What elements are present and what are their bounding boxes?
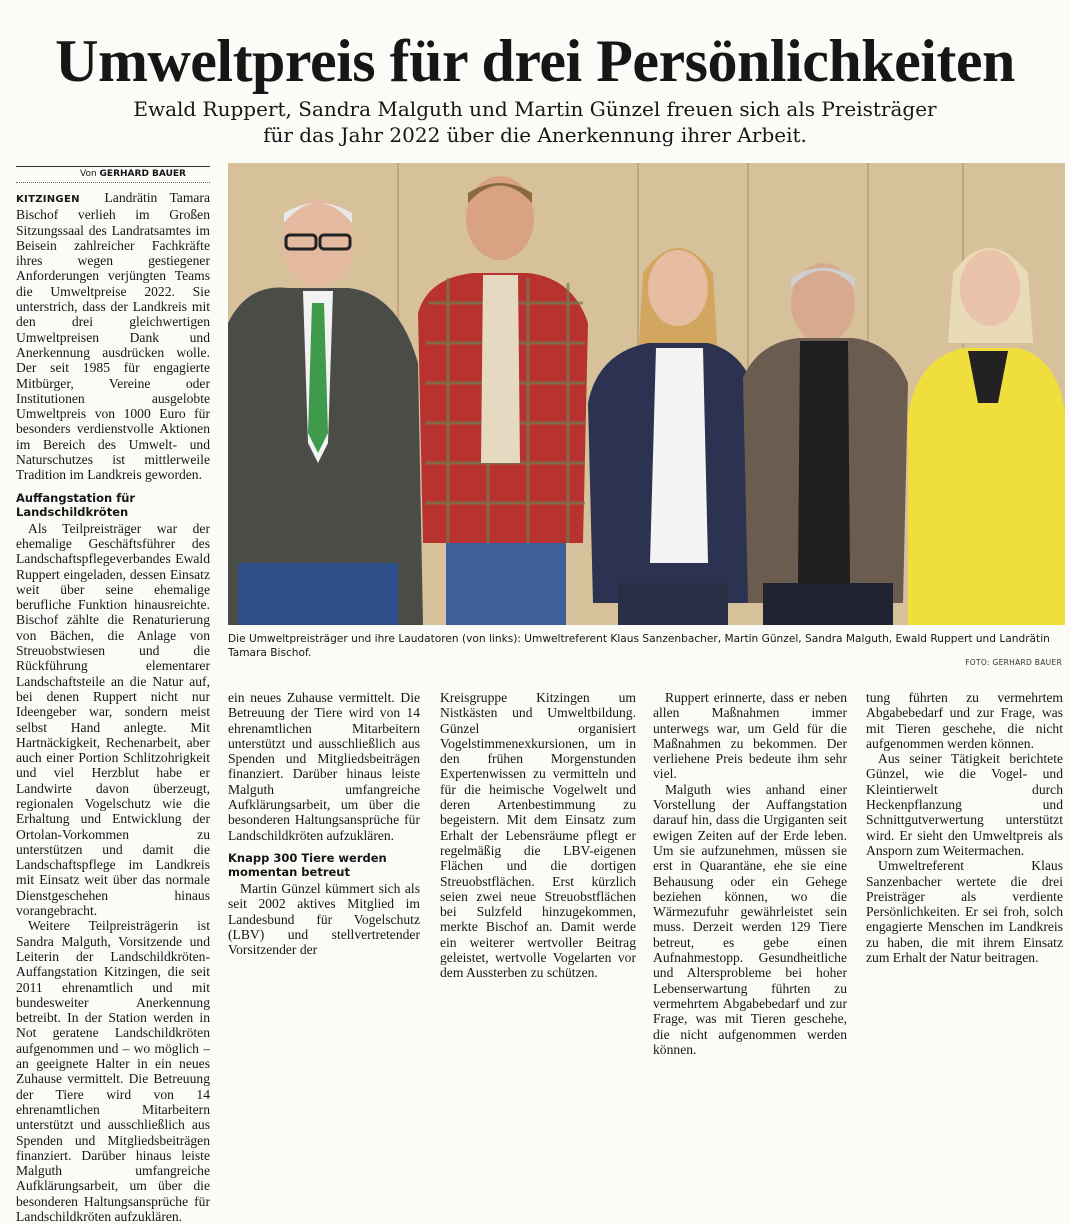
paragraph-guenzel-report: Aus seiner Tätigkeit berichtete Günzel, wie die Vogel- und Kleintierwelt durch Heckenpflanzung und Schnittgutverwertung unterstützt wird. Er sieht den Umweltpreis als Ansporn zum Weitermachen.	[866, 751, 1063, 858]
byline-author: GERHARD BAUER	[99, 169, 186, 179]
paragraph-ruppert: Als Teilpreisträger war der ehemalige Geschäftsführer des Landschaftspflegeverbandes Ewald Ruppert eingeladen, dessen Einsatz weit über seine ehemalige berufliche Funktion hinausreichte. Bischof zählte die Renaturierung von Bächen, die Anlage von Streuobstwiesen und die Rückführung elementarer Landschaftsteile an die Natur auf, bei denen Ruppert nicht nur Ideengeber war, sondern meist selbst Hand anlegte. Mit Hartnäckigkeit, Rechenarbeit, aber auch einer Portion Schlitzohrigkeit und viel Herzblut habe er Landwirte davon überzeugt, regionalen Vogelschutz wie die Erhaltung und Entwicklung der Ortolan-Vorkommen zu unterstützen und damit die Landschaftspflege im Landkreis mit Einsatz weit über das normale Dienstgeschehen hinaus vorangebracht.	[16, 520, 210, 919]
article-column-1	[16, 190, 210, 1224]
subheading-auffangstation: Auffangstation für Landschildkröten	[16, 490, 136, 519]
lead-paragraph	[16, 190, 210, 483]
subheadline-line-2: für das Jahr 2022 über die Anerkennung ihrer Arbeit.	[263, 123, 807, 147]
paragraph-malguth-station-continued: tung führten zu vermehrtem Abgabebedarf und zur Frage, was mit Tieren geschehe, die nicht aufgenommen werden können.	[866, 690, 1063, 751]
article-column-4	[653, 690, 847, 1057]
group-photo-illustration	[228, 163, 1065, 625]
article-column-2	[228, 690, 420, 958]
lead-text: Landrätin Tamara Bischof verlieh im Großen Sitzungssaal des Landratsamtes im Beisein zahlreicher Fachkräfte ihres wegen gestiegener Anforderungen verjüngten Teams die Umweltpreise 2022. Sie unterstrich, dass der Landkreis mit den drei gleichwertigen Umweltpreisen Dank und Anerkennung ausdrücken wolle. Der seit 1985 für engagierte Mitbürger, Vereine oder Institutionen ausgelobte Umweltpreis von 1000 Euro für besonders verdienstvolle Aktionen im Bereich des Umwelt- und Naturschutzes ist mittlerweile Tradition im Landkreis geworden.	[16, 190, 210, 483]
article-column-5	[866, 690, 1063, 966]
paragraph-ruppert-quote: Ruppert erinnerte, dass er neben allen Maßnahmen immer unterwegs war, um Geld für die Maßnahmen zu bekommen. Der verliehene Preis bedeute ihm sehr viel.	[653, 690, 847, 782]
subheading-tiere: Knapp 300 Tiere werden momentan betreut	[228, 850, 387, 879]
article-column-3	[440, 690, 636, 981]
headline: Umweltpreis für drei Persönlichkeiten	[55, 28, 1015, 94]
dateline: KITZINGEN	[16, 194, 80, 205]
subheadline-line-1: Ewald Ruppert, Sandra Malguth und Martin Günzel freuen sich als Preisträger	[133, 97, 937, 121]
paragraph-guenzel-continued: Kreisgruppe Kitzingen um Nistkästen und Umweltbildung. Günzel organisiert Vogelstimmenexkursionen, um in den frühen Morgenstunden Expertenwissen zu vermitteln und für die heimische Vogelwelt und deren Artenbestimmung zu begeistern. Mit dem Einsatz zum Erhalt der Lebensräume pflegt er regelmäßig die LBV-eigenen Flächen und die dortigen Streuobstflächen. Erst kürzlich seien zwei neue Streuobstflächen bei Sulzfeld hinzugekommen, merkte Bischof an. Damit werde ein weiterer wertvoller Beitrag geleistet, wertvolle Vogelarten vor dem Aussterben zu schützen.	[440, 690, 636, 981]
paragraph-malguth: Weitere Teilpreisträgerin ist Sandra Malguth, Vorsitzende und Leiterin der Landschildkröten-Auffangstation Kitzingen, die seit 2011 ehrenamtlich und mit bundesweiter Anerkennung betreibt. In der Station werden in Not geratene Landschildkröten aufgenommen und – wo möglich – an geeignete Halter in ein neues Zuhause vermittelt. Die Betreuung der Tiere wird von 14 ehrenamtlichen Mitarbeitern unterstützt und ausschließlich aus Spenden und Mitgliedsbeiträgen finanziert. Darüber hinaus leiste Malguth umfangreiche Aufklärungsarbeit, um über die besonderen Haltungsansprüche für Landschildkröten aufzuklären.	[16, 918, 210, 1224]
subheadline	[0, 96, 1070, 148]
paragraph-sanzenbacher: Umweltreferent Klaus Sanzenbacher wertete die drei Preisträger als verdiente Persönlichkeiten. Er sei froh, solch engagierte Menschen im Landkreis zu haben, die mit ihrem Einsatz zum Erhalt der Natur beitragen.	[866, 858, 1063, 966]
paragraph-guenzel: Martin Günzel kümmert sich als seit 2002 aktives Mitglied im Landesbund für Vogelschutz (LBV) und stellvertretender Vorsitzender der	[228, 880, 420, 958]
photo-caption: Die Umweltpreisträger und ihre Laudatoren (von links): Umweltreferent Klaus Sanzenbacher, Martin Günzel, Sandra Malguth, Ewald Ruppert und Landrätin Tamara Bischof.	[228, 633, 1050, 659]
photo-credit: FOTO: GERHARD BAUER	[965, 658, 1062, 667]
byline-prefix: Von	[80, 169, 97, 179]
paragraph-malguth-continued: ein neues Zuhause vermittelt. Die Betreuung der Tiere wird von 14 ehrenamtlichen Mitarbeitern unterstützt und ausschließlich aus Spenden und Mitgliedsbeiträgen finanziert. Darüber hinaus leiste Malguth umfangreiche Aufklärungsarbeit, um über die besonderen Haltungsansprüche für Landschildkröten aufzuklären.	[228, 690, 420, 843]
group-photo	[228, 163, 1065, 625]
paragraph-malguth-station: Malguth wies anhand einer Vorstellung der Auffangstation darauf hin, dass die Urgiganten seit ewigen Zeiten auf der Erde leben. Um sie aufzunehmen, müssen sie erst in Quarantäne, ehe sie eine Behausung oder ein Gehege beziehen können, wo die Wärmezufuhr gewährleistet sein muss. Derzeit werden 129 Tiere betreut, es gebe einen Aufnahmestopp. Gesundheitliche und Altersprobleme bei hoher Lebenserwartung führten zu vermehrtem Abgabebedarf und zur Frage, was mit Tieren geschehe, die nicht aufgenommen werden können.	[653, 781, 847, 1057]
byline	[16, 166, 210, 183]
